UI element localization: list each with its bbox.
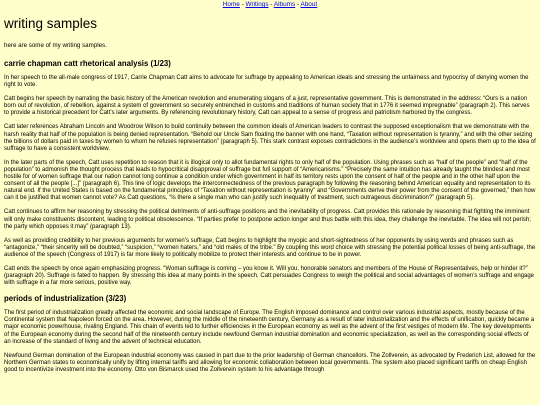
- nav-separator: -: [295, 1, 301, 8]
- page-title: writing samples: [4, 16, 98, 31]
- paragraph: As well as providing credibility to her previous arguments for women’s suffrage, Catt begins to highlight the myopic and short-sightedness of her opponents by using words and phrases such as “antagonize,” “their sincerity will be doubted,” “suspicion,” “women haters,” and “old males of the tribe.” By coupling this word choice with stressing the potential political losses of being anti-suffrage, the audience of the speech (Congress of 1917) is far more likely to politically mobilize to protect their interests and continue to be in power.: [4, 237, 536, 258]
- nav-link-about[interactable]: About: [300, 1, 318, 8]
- nav-link-home[interactable]: Home: [222, 1, 240, 8]
- paragraph: In her speech to the all-male congress of 1917, Carrie Chapman Catt aims to advocate for suffrage by appealing to American ideals and stressing the unfairness and hypocrisy of denying women the right to vote.: [4, 75, 529, 89]
- intro-text: here are some of my writing samples.: [4, 42, 107, 49]
- nav-separator: -: [239, 1, 246, 8]
- top-nav: [4, 1, 536, 9]
- paragraph: Newfound German domination of the European industrial economy was caused in part due to the prior leadership of German chancellors. The Zollverein, as advocated by Frederich List, allowed for the Northern German states to economically unify by lifting internal tariffs and allowing for economic collaboration between local governments. The system also placed significant tariffs on cheap English good to incentivize investment into the economy. Otto von Bismarck used the Zollverein system to his advantage through: [4, 352, 536, 373]
- paragraph: Catt continues to affirm her reasoning by stressing the political detriments of anti-suffrage positions and the inevitability of progress. Catt provides this rationale by reasoning that fighting the imminent will only make constituents discontent, leading to political obsolescence. “If parties prefer to postpone action longer and thus battle with this idea, they challenge the inevitable. The idea will not perish; the party which opposes it may” (paragraph 13).: [4, 209, 531, 230]
- nav-separator: -: [268, 1, 274, 8]
- nav-link-writings[interactable]: Writings: [245, 1, 269, 8]
- paragraph: Catt later references Abraham Lincoln and Woodrow Wilson to build continuity between the common ideals of American leaders to contrast the supposed exceptionalism that we demonstrate with the harsh reality that half of the population is being denied representation. “Behold our Uncle Sam floating the banner with one hand, “Taxation without representation is tyranny,” and with the other seizing the billions of dollars paid in taxes by women to whom he refuses representation” (paragraph 5). This stark contrast exposes contradictions in the audience’s worldview and opens them up to the idea of suffrage to have a consistent worldview.: [4, 124, 536, 152]
- paragraph: Catt ends the speech by once again emphasizing progress. “Woman suffrage is coming – you know it. Will you, honorable senators and members of the House of Representatives, help or hinder it?” (paragraph 20). Suffrage is fated to happen. By stressing this idea at many points in the speech, Catt persuades Congress to weigh the political and social advantages of women’s suffrage and engage with suffrage in a far more serious, positive way.: [4, 265, 534, 287]
- section-industrialization: [4, 294, 536, 374]
- paragraph: The first period of industrialization greatly affected the economic and social landscape of Europe. The English imposed dominance and control over various industrial aspects, mostly because of the Continental system that Napoleon forced on the area. However, during the middle of the nineteenth century, Germany as a result of later industrialization and the effects of unification, quickly became a major economic powerhouse, rivaling England. This chain of events led to further efficiencies in the European economy as well as the advent of the first vestiges of modern life. The key developments of the European economy during the second half of the nineteenth century include newfound German industrial domination and economic specialization, as well as the corresponding social effects of an increase of the standard of living and the advent of technical education.: [4, 310, 535, 345]
- nav-link-albums[interactable]: Albums: [273, 1, 296, 8]
- section-catt: [4, 59, 536, 287]
- section-heading: periods of industrialization (3/23): [4, 294, 127, 304]
- section-heading: carrie chapman catt rhetorical analysis (1/23): [4, 59, 171, 68]
- paragraph: In the later parts of the speech, Catt uses repetition to reason that it is illogical only to allot fundamental rights to only half of the population. Using phrases such as “half of the people” and “half of the population” to admonish the thought process that leads to hypocritical disapproval of suffrage but full support of “Americanisms.” “Precisely the same intuition has already taught the blindest and most hostile for of women suffrage that our nation cannot long continue a condition under which government in half its territory rests upon the consent of half of the people and in the other half upon the consent of all the people [...]” (paragraph 6). This line of logic develops the interconnectedness of the previous paragraph by following the reasoning behind American equality and representation to its natural end. If the United States is based on the fundamental principles of “Taxation without representation is tyranny” and “Governments derive their power from the consent of the governed,” then how can it be justified that women cannot vote? As Catt questions, “Is there a single man who can justify such inequality of treatment, such outrageous discrimination?” (paragraph 5).: [4, 159, 536, 202]
- paragraph: Catt begins her speech by narrating the basic history of the American revolution and enumerating slogans of a just, representative government. This is demonstrated in the address: “Ours is a nation born out of revolution, of rebellion, against a system of government so securely entrenched in customs and traditions of human society that in 1776 it seemed impregnable” (paragraph 2). This serves to provide a historical precedent for Catt’s later arguments. By referencing revolutionary history, Catt can appeal to a sense of progress and patriotism harbored by the congress.: [4, 96, 530, 117]
